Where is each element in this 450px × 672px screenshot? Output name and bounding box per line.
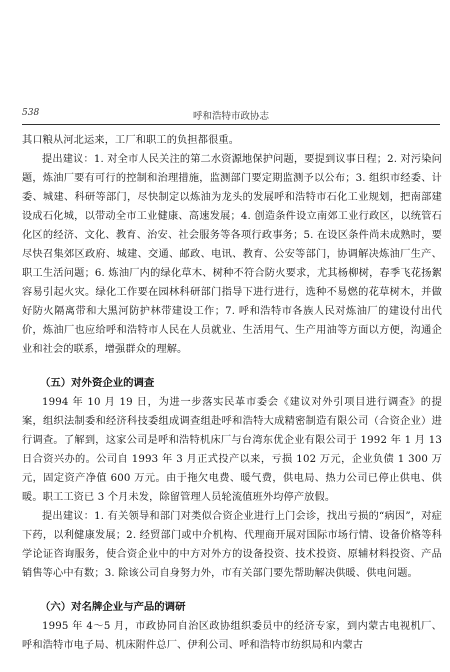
paragraph-suggestions-refinery: 提出建议：1. 对全市人民关注的第二水资源地保护问题，要提到议事日程；2. 对污染问题，炼油厂要有可行的控制和治理措施，监测部门要定期监测予以公布；3. 组织市经委、计委、城建、科研等部门，尽快制定以炼油为龙头的发展呼和浩特市石化工业规划，把南部建设成石化城，以带动全市工业健康、高速发展；4. 创造条件设立南郊工业行政区，以统管石化区的经济、文化、教育、治安、社会服务等各项行政事务；5. 在设区条件尚未成熟时，要尽快召集郊区政府、城建、交通、邮政、电讯、教育、公安等部门，协调解决炼油厂生产、职工生活问题；6. 炼油厂内的绿化草木、树种不符合防火要求，尤其杨柳树，春季飞花扬絮容易引起火灾。绿化工作要在园林科研部门指导下进行进行，选种不易燃的花草树木，并做好防火隔离带和大黑河防护林带建设工作；7. 呼和浩特市各族人民对炼油厂的建设付出代价，炼油厂也应给呼和浩特市人民在人员就业、生活用气、生产用油等方面以方便，沟通企业和社会的联系，增强群众的理解。 (22, 154, 442, 355)
paragraph-continuation: 其口粮从河北运来，工厂和职工的负担都很重。 (22, 135, 240, 146)
page-body (22, 131, 442, 655)
paragraph-investigation: 1994 年 10 月 19 日，为进一步落实民革市委会《建议对外引项目进行调查》的提案，组织法制委和经济科技委组成调查组赴呼和浩特大成精密制造有限公司（合资企业）进行调查。了解到，这家公司是呼和浩特机床厂与台湾东优企业有限公司于 1992 年 1 月 13 日合资兴办的。公司自 1993 年 3 月正式投产以来，亏损 102 万元，企业负债 1 300 万元，固定资产净值 600 万元。由于拖欠电费、暖气费，供电局、热力公司已停止供电、供暖。职工工资已 3 个月未发，除留管理人员轮流值班外均停产放假。 (22, 397, 442, 503)
page-number: 538 (22, 108, 40, 118)
paragraph-suggestions-joint-venture: 提出建议：1. 有关领导和部门对类似合资企业进行上门会诊，找出亏损的“病因”，对症下药，以利健康发展；2. 经贸部门或中介机构、代理商开展对国际市场行情、设备价格等科学论证咨询服务，使合资企业中的中方对外方的设备投资、技术投资、原辅材料投资、产品销售等心中有数；3. 除该公司自身努力外，市有关部门要先帮助解决供暖、供电问题。 (22, 511, 442, 579)
paragraph-brand-research: 1995 年 4～5 月，市政协同自治区政协组织委员中的经济专家，到内蒙古电视机厂、呼和浩特市电子局、机床附件总厂、伊利公司、呼和浩特市纺织局和内蒙古 (22, 621, 442, 651)
section-heading-foreign-enterprise: （五）对外资企业的调查 (40, 377, 155, 389)
running-title: 呼和浩特市政协志 (192, 111, 269, 122)
section-heading-brand-enterprise: （六）对名牌企业与产品的调研 (40, 601, 186, 613)
header-rule (22, 124, 440, 125)
